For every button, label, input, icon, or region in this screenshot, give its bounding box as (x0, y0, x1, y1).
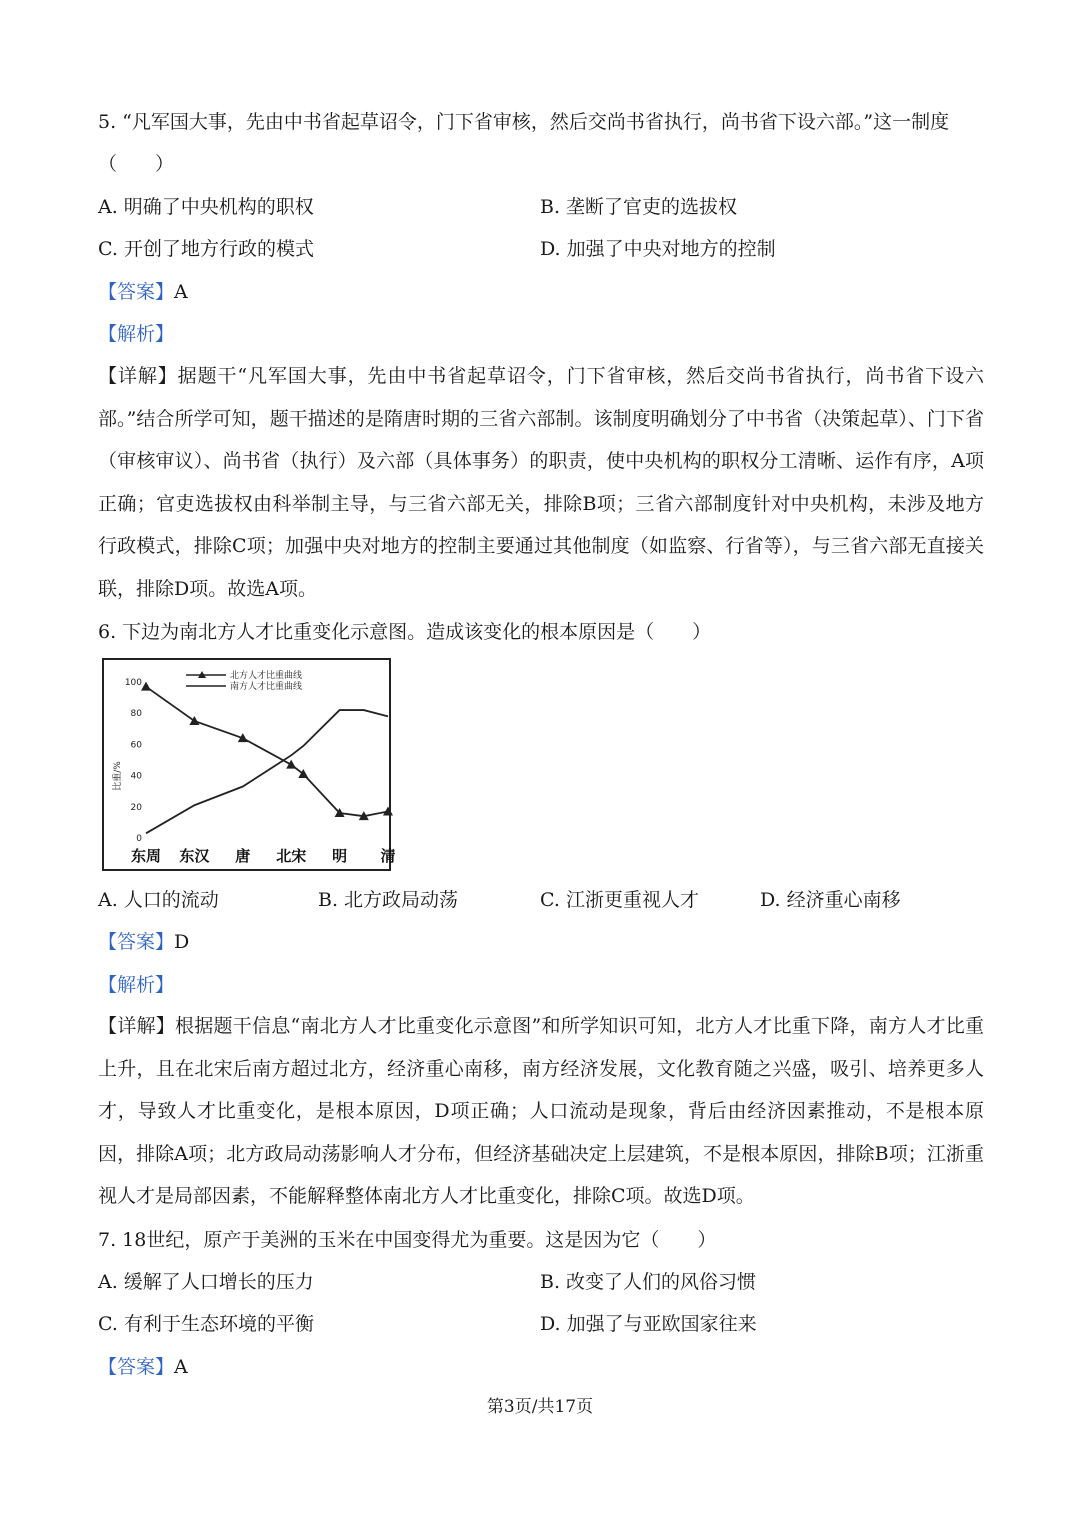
q6-option-c: C. 江浙更重视人才 (540, 889, 699, 911)
q5-analysis-tag (98, 322, 174, 346)
q5-stem: 5. “凡军国大事，先由中书省起草诏令，门下省审核，然后交尚书省执行，尚书省下设六部。”这一制度 (98, 111, 950, 133)
q7-option-a: A. 缓解了人口增长的压力 (98, 1271, 314, 1293)
q7-stem: 7. 18世纪，原产于美洲的玉米在中国变得尤为重要。这是因为它（ ） (98, 1229, 717, 1251)
q6-answer: D (174, 931, 190, 953)
q6-stem: 6. 下边为南北方人才比重变化示意图。造成该变化的根本原因是（ ） (98, 621, 712, 643)
q5-option-c: C. 开创了地方行政的模式 (98, 238, 314, 260)
q7-option-c: C. 有利于生态环境的平衡 (98, 1313, 314, 1335)
q6-answer-line (98, 930, 189, 954)
page-number: 第3页/共17页 (486, 1397, 594, 1417)
q5-option-a: A. 明确了中央机构的职权 (98, 196, 314, 218)
q6-answer-tag: 【答案】 (98, 931, 175, 953)
legend-label: 南方人才比重曲线 (230, 682, 303, 692)
q7-option-d: D. 加强了与亚欧国家往来 (540, 1313, 757, 1335)
q5-detail-text: 据题干“凡军国大事，先由中书省起草诏令，门下省审核，然后交尚书省执行，尚书省下设六部。”结合所学可知，题干描述的是隋唐时期的三省六部制。该制度明确划分了中书省（决策起草）、门下省（审核审议）、尚书省（执行）及六部（具体事务）的职责，使中央机构的职权分工清晰、运作有序，A项正确；官吏选拔权由科举制主导，与三省六部无关，排除B项；三省六部制度针对中央机构，未涉及地方行政模式，排除C项；加强中央对地方的控制主要通过其他制度（如监察、行省等），与三省六部无直接关联，排除D项。故选A项。 (98, 365, 984, 600)
q6-detail-text: 根据题干信息“南北方人才比重变化示意图”和所学知识可知，北方人才比重下降，南方人才比重上升，且在北宋后南方超过北方，经济重心南移，南方经济发展，文化教育随之兴盛，吸引、培养更多人才，导致人才比重变化，是根本原因，D项正确；人口流动是现象，背后由经济因素推动，不是根本原因，排除A项；北方政局动荡影响人才分布，但经济基础决定上层建筑，不是根本原因，排除B项；江浙重视人才是局部因素，不能解释整体南北方人才比重变化，排除C项。故选D项。 (98, 1015, 984, 1207)
q7-option-b: B. 改变了人们的风俗习惯 (540, 1271, 757, 1293)
legend-label: 北方人才比重曲线 (230, 671, 303, 681)
x-tick-label: 唐 (235, 847, 251, 865)
q6-option-d: D. 经济重心南移 (760, 889, 901, 911)
y-tick-label: 0 (136, 834, 142, 844)
q7-answer-tag: 【答案】 (98, 1356, 175, 1378)
q6-analysis-tag (98, 973, 174, 997)
q5-option-d: D. 加强了中央对地方的控制 (540, 238, 776, 260)
y-tick-label: 40 (130, 771, 142, 782)
q7-answer-line (98, 1355, 188, 1379)
q6-option-a: A. 人口的流动 (98, 889, 219, 911)
q5-paren: （ ） (98, 153, 175, 175)
chart-ylabel: 比重/% (113, 761, 123, 791)
x-tick-label: 北宋 (276, 847, 307, 865)
x-tick-label: 东汉 (179, 847, 210, 865)
q5-answer: A (174, 281, 188, 303)
q6-analysis-label: 【解析】 (98, 974, 175, 996)
y-tick-label: 100 (124, 678, 142, 688)
q6-detail-tag: 【详解】 (98, 1015, 176, 1037)
q6-chart (102, 658, 396, 872)
x-tick-label: 明 (332, 847, 348, 865)
q5-answer-line (98, 280, 188, 304)
q7-answer: A (174, 1356, 188, 1378)
y-tick-label: 80 (130, 709, 142, 720)
q5-analysis-label: 【解析】 (98, 323, 175, 345)
x-tick-label: 东周 (130, 847, 162, 865)
q5-option-b: B. 垄断了官吏的选拔权 (540, 196, 738, 218)
q5-detail-tag: 【详解】 (98, 365, 178, 387)
y-tick-label: 60 (130, 740, 142, 751)
y-tick-label: 20 (130, 802, 142, 813)
q5-detail (98, 355, 984, 610)
q6-option-b: B. 北方政局动荡 (318, 889, 459, 911)
x-tick-label: 清 (380, 847, 396, 865)
q5-answer-tag: 【答案】 (98, 281, 175, 303)
q6-detail (98, 1005, 984, 1218)
